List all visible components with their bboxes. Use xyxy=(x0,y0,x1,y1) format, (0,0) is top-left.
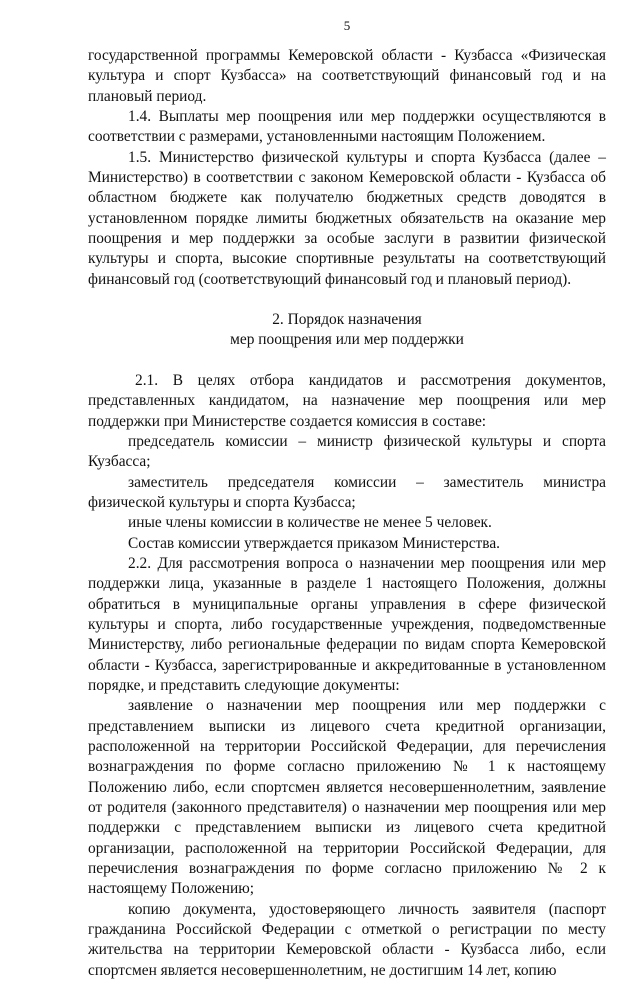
section-heading-line-2: мер поощрения или мер поддержки xyxy=(230,331,464,349)
page-number: 5 xyxy=(343,18,351,33)
paragraph-1-4: 1.4. Выплаты мер поощрения или мер поддержки осуществляются в соответствии с размерами, установленными настоящим Положением. xyxy=(88,108,606,146)
paragraph-1-5: 1.5. Министерство физической культуры и спорта Кузбасса (далее – Министерство) в соответствии с законом Кемеровской области - Кузбасса об областном бюджете как получателю бюджетных средств доводятся в установленном порядке лимиты бюджетных обязательств на оказание мер поощрения и мер поддержки за особые заслуги в развитии физической культуры и спорта, высокие спортивные результаты на соответствующий финансовый год (соответствующий финансовый год и плановый период). xyxy=(88,148,606,288)
paragraph-continuation: государственной программы Кемеровской области - Кузбасса «Физическая культура и спорт Кузбасса» на соответствующий финансовый год и на плановый период. xyxy=(88,47,606,105)
document-page xyxy=(88,18,606,981)
paragraph-application: заявление о назначении мер поощрения или мер поддержки с представлением выписки из лицевого счета кредитной организации, расположенной на территории Российской Федерации, для перечисления вознаграждения по форме согласно приложению № 1 к настоящему Положению либо, если спортсмен является несовершеннолетним, заявление от родителя (законного представителя) о назначении мер поощрения или мер поддержки с представлением выписки из лицевого счета кредитной организации, расположенной на территории Российской Федерации, для перечисления вознаграждения по форме согласно приложению № 2 к настоящему Положению; xyxy=(88,697,606,898)
section-heading-line-1: 2. Порядок назначения xyxy=(272,311,422,329)
paragraph-id-copy: копию документа, удостоверяющего личность заявителя (паспорт гражданина Российской Федерации с отметкой о регистрации по месту жительства на территории Кемеровской области - Кузбасса либо, если спортсмен является несовершеннолетним, не достигшим 14 лет, копию xyxy=(88,900,606,979)
paragraph-commission-approval: Состав комиссии утверждается приказом Министерства. xyxy=(128,534,501,552)
paragraph-deputy-chairman: заместитель председателя комиссии – заместитель министра физической культуры и спорта Кузбасса; xyxy=(88,473,606,511)
paragraph-other-members: иные члены комиссии в количестве не менее 5 человек. xyxy=(128,514,492,532)
spacer xyxy=(88,290,606,310)
paragraph-2-1: 2.1. В целях отбора кандидатов и рассмотрения документов, представленных кандидатом, на назначение мер поощрения или мер поддержки при Министерстве создается комиссия в составе: xyxy=(88,371,606,430)
spacer xyxy=(88,351,606,371)
paragraph-2-2: 2.2. Для рассмотрения вопроса о назначении мер поощрения или мер поддержки лица, указанные в разделе 1 настоящего Положения, должны обратиться в муниципальные органы управления в сфере физической культуры и спорта, либо государственные учреждения, подведомственные Министерству, либо региональные федерации по видам спорта Кемеровской области - Кузбасса, зарегистрированные и аккредитованные в установленном порядке, и представить следующие документы: xyxy=(88,554,606,694)
paragraph-chairman: председатель комиссии – министр физической культуры и спорта Кузбасса; xyxy=(88,432,606,471)
